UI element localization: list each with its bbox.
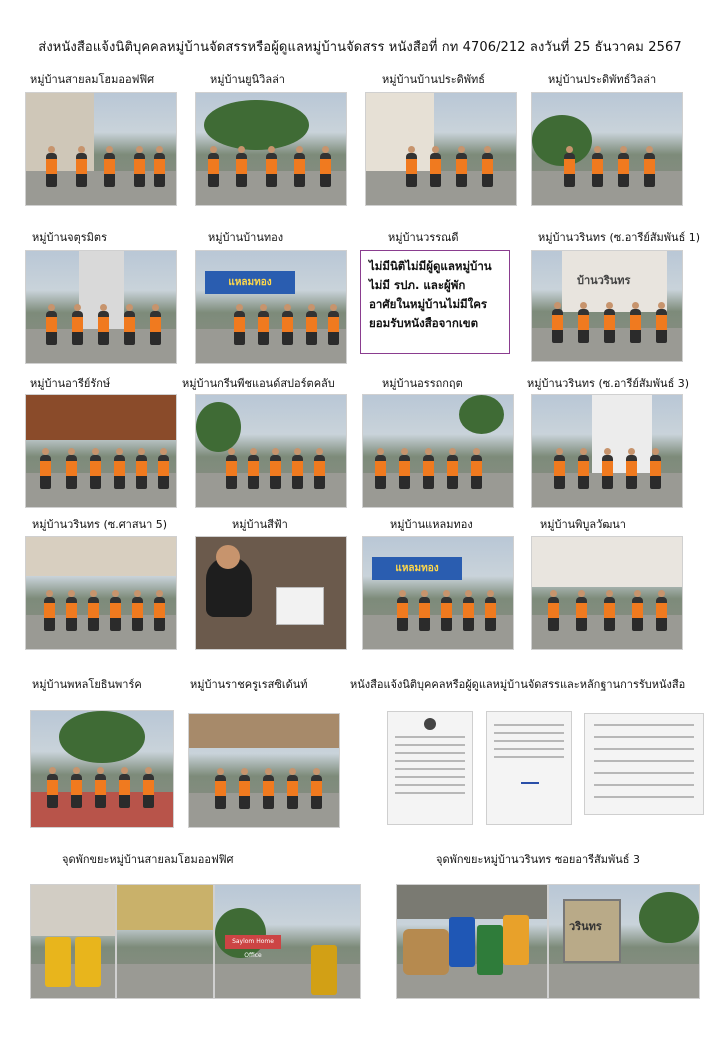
caption-village-11: หมู่บ้านอรรถกฤต bbox=[382, 377, 463, 390]
photo-village-1 bbox=[25, 92, 177, 206]
photo-station-left-1 bbox=[30, 884, 116, 999]
photo-village-8 bbox=[531, 250, 683, 362]
photo-village-17 bbox=[30, 710, 174, 828]
caption-village-3: หมู่บ้านบ้านประดิพัทธ์ bbox=[382, 73, 486, 86]
caption-village-8: หมู่บ้านวรินทร (ซ.อารีย์สัมพันธ์ 1) bbox=[538, 231, 701, 244]
sign-saylom-office: Saylom Home Office bbox=[225, 935, 281, 949]
photo-village-2 bbox=[195, 92, 347, 206]
note-line-1: ไม่มีนิติไม่มีผู้ดูแลหมู่บ้าน bbox=[369, 259, 492, 273]
sign-warin: บ้านวรินทร bbox=[577, 274, 631, 287]
document-scan-1 bbox=[387, 711, 473, 825]
caption-village-9: หมู่บ้านอารีย์รักษ์ bbox=[30, 377, 111, 390]
caption-documents: หนังสือแจ้งนิติบุคคลหรือผู้ดูแลหมู่บ้านจัดสรรและหลักฐานการรับหนังสือ bbox=[350, 678, 686, 691]
photo-village-4 bbox=[531, 92, 683, 206]
photo-village-11 bbox=[362, 394, 514, 508]
no-management-note bbox=[360, 250, 510, 354]
caption-village-15: หมู่บ้านแหลมทอง bbox=[390, 518, 473, 531]
caption-village-17: หมู่บ้านพหลโยธินพาร์ค bbox=[32, 678, 142, 691]
photo-village-9 bbox=[25, 394, 177, 508]
document-scan-3 bbox=[584, 713, 704, 815]
caption-station-left: จุดพักขยะหมู่บ้านสายลมโฮมออฟฟิศ bbox=[62, 853, 234, 866]
photo-village-13 bbox=[25, 536, 177, 650]
caption-village-2: หมู่บ้านยูนิวิลล่า bbox=[210, 73, 285, 86]
sign-warin-stone: วรินทร bbox=[569, 920, 602, 933]
caption-village-4: หมู่บ้านประดิพัทธ์วิลล่า bbox=[548, 73, 657, 86]
photo-village-5 bbox=[25, 250, 177, 364]
caption-village-14: หมู่บ้านสีฟ้า bbox=[232, 518, 288, 531]
caption-village-13: หมู่บ้านวรินทร (ซ.ศาสนา 5) bbox=[32, 518, 168, 531]
photo-village-10 bbox=[195, 394, 347, 508]
note-line-3: อาศัยในหมู่บ้านไม่มีใคร bbox=[369, 297, 488, 311]
caption-village-18: หมู่บ้านราชครูเรสซิเด้นท์ bbox=[190, 678, 308, 691]
document-scan-2 bbox=[486, 711, 572, 825]
photo-village-15 bbox=[362, 536, 514, 650]
caption-station-right: จุดพักขยะหมู่บ้านวรินทร ซอยอารีสัมพันธ์ 3 bbox=[436, 853, 640, 866]
note-line-4: ยอมรับหนังสือจากเขต bbox=[369, 316, 479, 330]
caption-village-16: หมู่บ้านพิบูลวัฒนา bbox=[540, 518, 626, 531]
sign-laemthong: แหลมทอง bbox=[372, 557, 462, 579]
caption-village-1: หมู่บ้านสายลมโฮมออฟฟิศ bbox=[30, 73, 155, 86]
photo-village-16 bbox=[531, 536, 683, 650]
photo-village-18 bbox=[188, 713, 340, 828]
photo-village-14 bbox=[195, 536, 347, 650]
photo-station-left-2 bbox=[116, 884, 214, 999]
photo-village-12 bbox=[531, 394, 683, 508]
sign-baantong: แหลมทอง bbox=[205, 271, 295, 293]
note-line-2: ไม่มี รปภ. และผู้พัก bbox=[369, 278, 466, 292]
photo-station-right-2 bbox=[548, 884, 700, 999]
caption-village-5: หมู่บ้านจตุรมิตร bbox=[32, 231, 107, 244]
caption-village-12: หมู่บ้านวรินทร (ซ.อารีย์สัมพันธ์ 3) bbox=[527, 377, 690, 390]
photo-village-3 bbox=[365, 92, 517, 206]
photo-village-6 bbox=[195, 250, 347, 364]
photo-station-right-1 bbox=[396, 884, 548, 999]
caption-village-10: หมู่บ้านกรีนพีชแอนด์สปอร์ตคลับ bbox=[182, 377, 335, 390]
caption-village-6: หมู่บ้านบ้านทอง bbox=[208, 231, 284, 244]
photo-station-left-3 bbox=[214, 884, 361, 999]
caption-village-7: หมู่บ้านวรรณดี bbox=[388, 231, 459, 244]
page-title: ส่งหนังสือแจ้งนิติบุคคลหมู่บ้านจัดสรรหรือผู้ดูแลหมู่บ้านจัดสรร หนังสือที่ กท 4706/212 ลงวันที่ 25 ธันวาคม 2567 bbox=[38, 40, 682, 55]
